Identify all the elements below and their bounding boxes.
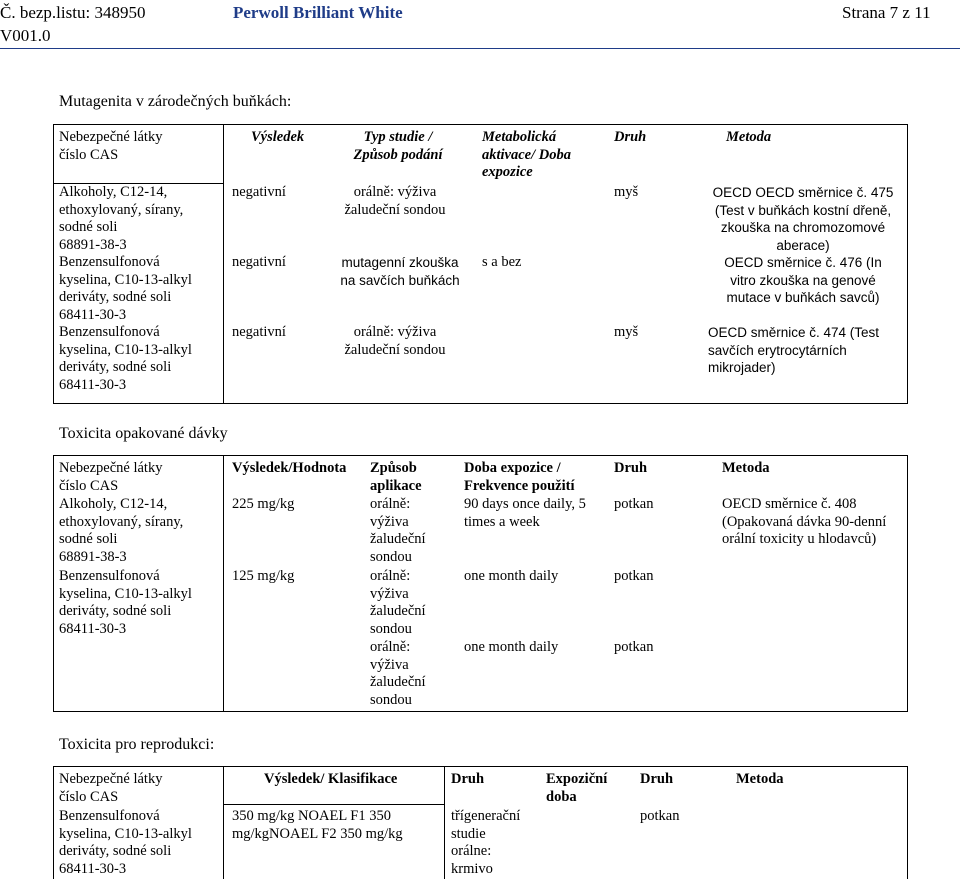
route-cell: orálně: výživa žaludeční sondou <box>370 568 426 637</box>
product-name: Perwoll Brilliant White <box>233 3 403 22</box>
header-result-classification: Výsledek/ Klasifikace <box>264 771 398 787</box>
header-result-value: Výsledek/Hodnota <box>232 460 347 476</box>
species-cell: myš <box>614 324 639 340</box>
header-rule <box>0 48 960 49</box>
divider <box>223 804 444 805</box>
substance-3: Benzensulfonová kyselina, C10-13-alkyl deriváty, sodné soli 68411-30-3 <box>59 324 192 393</box>
section-title-mutagenicity: Mutagenita v zárodečných buňkách: <box>59 93 292 110</box>
header-method: Metoda <box>726 129 772 145</box>
divider <box>223 766 224 879</box>
divider <box>444 766 445 879</box>
exposure-cell: one month daily <box>464 639 559 655</box>
study-cell: orálně: výživa žaludeční sondou <box>344 184 446 218</box>
header-method: Metoda <box>722 460 770 476</box>
method-cell: OECD směrnice č. 474 (Test savčích erytrocytárních mikrojader) <box>708 325 880 375</box>
header-route: Způsob aplikace <box>370 460 422 494</box>
divider <box>223 124 224 404</box>
header-exposure: Doba expozice / Frekvence použití <box>464 460 575 494</box>
study-cell: mutagenní zkouška na savčích buňkách <box>340 255 460 288</box>
result-cell: negativní <box>232 184 286 200</box>
header-exposure-time: Expoziční doba <box>546 771 608 805</box>
species-cell: potkan <box>640 808 680 824</box>
header-species-a: Druh <box>451 771 485 787</box>
section-title-repeated-dose: Toxicita opakované dávky <box>59 425 228 442</box>
page-number: Strana 7 z 11 <box>842 3 931 22</box>
route-cell: orálně: výživa žaludeční sondou <box>370 639 426 708</box>
metabolic-cell: s a bez <box>482 254 522 270</box>
study-cell: orálně: výživa žaludeční sondou <box>344 324 446 358</box>
species-cell: potkan <box>614 639 654 655</box>
substance-1: Benzensulfonová kyselina, C10-13-alkyl deriváty, sodné soli 68411-30-3 <box>59 808 192 877</box>
header-metabolic-activation: Metabolická aktivace/ Doba expozice <box>482 129 571 180</box>
version: V001.0 <box>0 26 51 45</box>
substance-1: Alkoholy, C12-14, ethoxylovaný, sírany, sodné soli 68891-38-3 <box>59 184 184 253</box>
substance-1: Alkoholy, C12-14, ethoxylovaný, sírany, sodné soli 68891-38-3 <box>59 496 184 565</box>
species-cell: myš <box>614 184 639 200</box>
result-cell: 350 mg/kg NOAEL F1 350 mg/kgNOAEL F2 350 mg/kg <box>232 808 403 842</box>
header-study-type: Typ studie / Způsob podání <box>353 129 443 163</box>
divider <box>223 455 224 712</box>
species-cell: potkan <box>614 568 654 584</box>
result-cell: negativní <box>232 324 286 340</box>
header-result: Výsledek <box>251 129 305 145</box>
header-substance: Nebezpečné látky číslo CAS <box>59 129 163 163</box>
substance-2: Benzensulfonová kyselina, C10-13-alkyl deriváty, sodné soli 68411-30-3 <box>59 568 192 637</box>
header-method: Metoda <box>736 771 784 787</box>
substance-2: Benzensulfonová kyselina, C10-13-alkyl deriváty, sodné soli 68411-30-3 <box>59 254 192 323</box>
value-cell: 125 mg/kg <box>232 568 295 584</box>
exposure-cell: one month daily <box>464 568 559 584</box>
value-cell: 225 mg/kg <box>232 496 295 512</box>
header-species: Druh <box>614 129 647 145</box>
route-cell: orálně: výživa žaludeční sondou <box>370 496 426 565</box>
header-species-b: Druh <box>640 771 674 787</box>
study-type-cell: třígenerační studie orálne: krmivo <box>451 808 521 877</box>
doc-number: Č. bezp.listu: 348950 <box>0 3 146 22</box>
header-substance: Nebezpečné látky číslo CAS <box>59 771 163 805</box>
section-title-reproduction: Toxicita pro reprodukci: <box>59 736 215 753</box>
method-cell: OECD OECD směrnice č. 475 (Test v buňkách kostní dřeně, zkouška na chromozomové aberace) <box>712 185 894 253</box>
result-cell: negativní <box>232 254 286 270</box>
exposure-cell: 90 days once daily, 5 times a week <box>464 496 586 530</box>
species-cell: potkan <box>614 496 654 512</box>
header-species: Druh <box>614 460 648 476</box>
method-cell: OECD směrnice č. 408 (Opakovaná dávka 90-denní orální toxicity u hlodavců) <box>722 496 887 547</box>
method-cell: OECD směrnice č. 476 (In vitro zkouška na genové mutace v buňkách savců) <box>724 255 882 305</box>
header-substance: Nebezpečné látky číslo CAS <box>59 460 163 494</box>
